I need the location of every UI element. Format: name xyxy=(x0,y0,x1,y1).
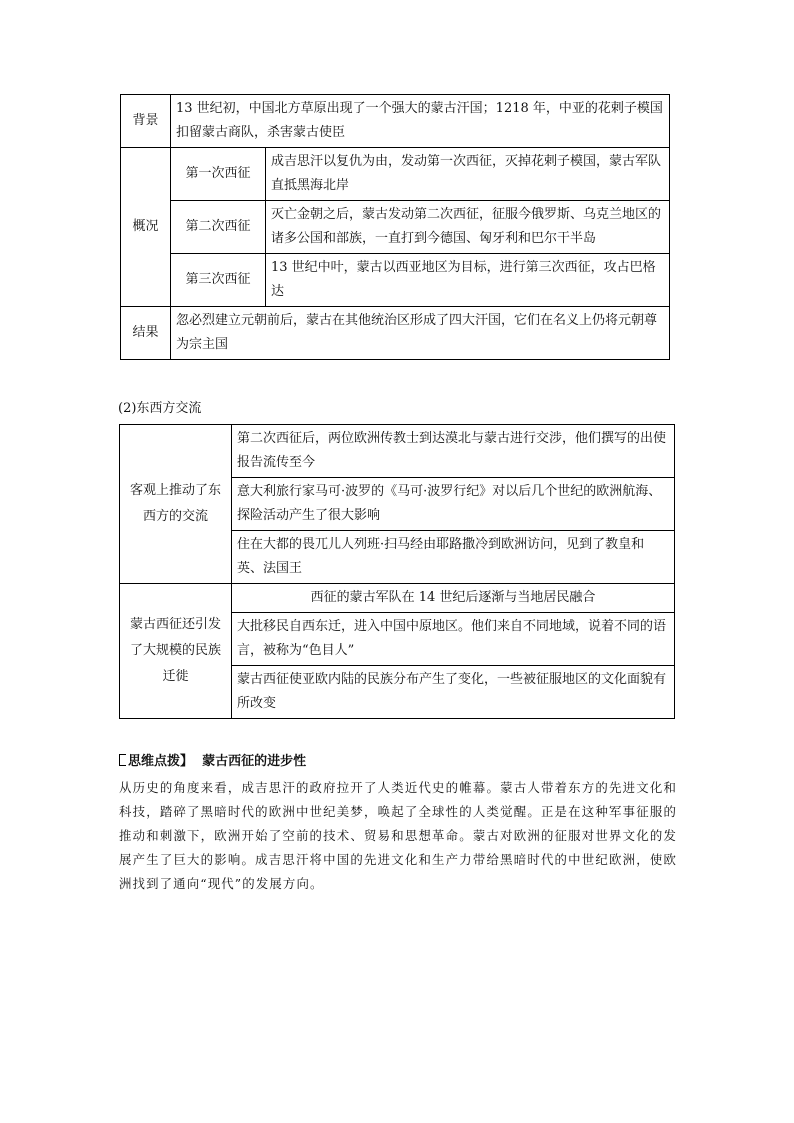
table-row xyxy=(121,254,670,307)
section-heading: (2)东西方交流 xyxy=(118,401,202,416)
table-row xyxy=(121,201,670,254)
group-item: 意大利旅行家马可·波罗的《马可·波罗行纪》对以后几个世纪的欧洲航海、探险活动产生了很大影响 xyxy=(232,478,675,531)
tip-title: 蒙古西征的进步性 xyxy=(202,754,307,769)
campaign-name: 第二次西征 xyxy=(171,201,266,254)
group-item: 蒙古西征使亚欧内陆的民族分布产生了变化，一些被征服地区的文化面貌有所改变 xyxy=(232,666,675,719)
group-item: 西征的蒙古军队在 14 世纪后逐渐与当地居民融合 xyxy=(232,584,675,613)
group-item: 住在大都的畏兀儿人列班·扫马经由耶路撒冷到欧洲访问，见到了教皇和英、法国王 xyxy=(232,531,675,584)
campaign-text: 灭亡金朝之后，蒙古发动第二次西征，征服今俄罗斯、乌克兰地区的诸多公国和部族，一直打到今德国、匈牙利和巴尔干半岛 xyxy=(266,201,670,254)
group-item: 大批移民自西东迁，进入中国中原地区。他们来自不同地域，说着不同的语言，被称为“色目人” xyxy=(232,613,675,666)
result-label: 结果 xyxy=(121,307,171,360)
campaign-name: 第三次西征 xyxy=(171,254,266,307)
table-row xyxy=(121,95,670,148)
background-label: 背景 xyxy=(121,95,171,148)
tip-heading xyxy=(119,750,306,769)
mongol-campaigns-table xyxy=(120,94,670,360)
campaign-text: 成吉思汗以复仇为由，发动第一次西征，灭掉花剌子模国，蒙古军队直抵黑海北岸 xyxy=(266,148,670,201)
group-item: 第二次西征后，两位欧洲传教士到达漠北与蒙古进行交涉，他们撰写的出使报告流传至今 xyxy=(232,425,675,478)
table-row xyxy=(121,148,670,201)
background-text: 13 世纪初，中国北方草原出现了一个强大的蒙古汗国；1218 年，中亚的花剌子模国扣留蒙古商队，杀害蒙古使臣 xyxy=(171,95,670,148)
table-row xyxy=(121,307,670,360)
result-text: 忽必烈建立元朝前后，蒙古在其他统治区形成了四大汗国，它们在名义上仍将元朝尊为宗主国 xyxy=(171,307,670,360)
tip-paragraph: 从历史的角度来看，成吉思汗的政府拉开了人类近代史的帷幕。蒙古人带着东方的先进文化和科技，踏碎了黑暗时代的欧洲中世纪美梦，唤起了全球性的人类觉醒。正是在这种军事征服的推动和刺激下，欧洲开始了空前的技术、贸易和思想革命。蒙古对欧洲的征服对世界文化的发展产生了巨大的影响。成吉思汗将中国的先进文化和生产力带给黑暗时代的中世纪欧洲，使欧洲找到了通向“现代”的发展方向。 xyxy=(119,780,677,891)
bracket-icon xyxy=(119,754,126,766)
tip-label: 思维点拨】 xyxy=(128,754,194,769)
table-row xyxy=(120,425,675,478)
campaign-text: 13 世纪中叶，蒙古以西亚地区为目标，进行第三次西征，攻占巴格达 xyxy=(266,254,670,307)
overview-label: 概况 xyxy=(121,148,171,307)
east-west-exchange-table xyxy=(119,424,675,719)
group-label: 蒙古西征还引发了大规模的民族迁徙 xyxy=(120,584,232,719)
table-row xyxy=(120,584,675,613)
group-label: 客观上推动了东西方的交流 xyxy=(120,425,232,584)
campaign-name: 第一次西征 xyxy=(171,148,266,201)
